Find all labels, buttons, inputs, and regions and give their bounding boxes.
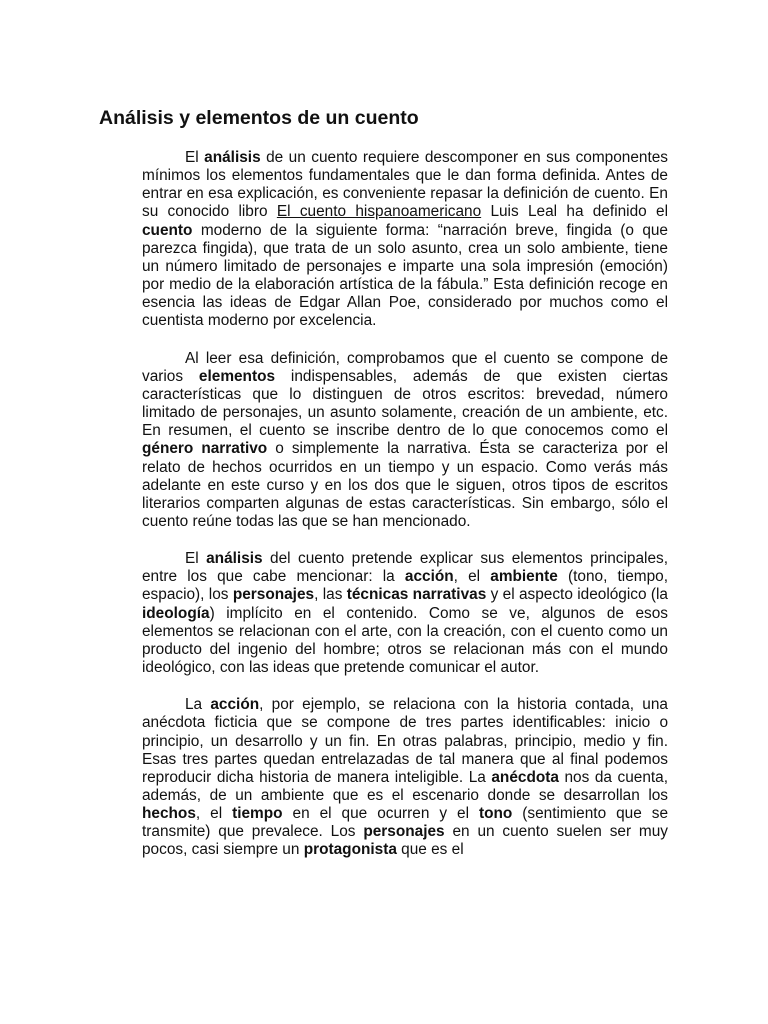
paragraph-3 bbox=[142, 550, 668, 677]
text-run: , las bbox=[314, 586, 347, 604]
bold-term: cuento bbox=[142, 221, 193, 239]
text-run: nos da cuenta, además, de un ambiente que es el escenario donde se desarrollan los bbox=[142, 768, 669, 804]
text-run: ) implícito en el contenido. Como se ve, algunos de esos elementos se relacionan con el arte, con la creación, con el cuento como un producto del ingenio del hombre; otros se relacionan más con el mundo ideológico, con las ideas que pretende comunicar el autor. bbox=[142, 604, 668, 677]
paragraph-4 bbox=[142, 696, 668, 859]
bold-term: elementos bbox=[198, 367, 276, 385]
paragraph-1 bbox=[142, 149, 668, 331]
text-run: El bbox=[185, 149, 205, 166]
document-title: Análisis y elementos de un cuento bbox=[99, 107, 419, 129]
bold-term: acción bbox=[210, 696, 260, 714]
book-title: El cuento hispanoamericano bbox=[276, 203, 482, 221]
bold-term: ambiente bbox=[490, 568, 558, 586]
text-run: El bbox=[185, 550, 207, 568]
bold-term: análisis bbox=[206, 550, 263, 568]
text-run: Luis Leal ha definido el bbox=[481, 203, 668, 221]
bold-term: personajes bbox=[363, 823, 445, 841]
bold-term: tono bbox=[478, 805, 513, 823]
text-run: La bbox=[185, 696, 211, 714]
text-run: , por ejemplo, se relaciona con la historia contada, una anécdota ficticia que se compone de tres partes identificables: inicio o principio, un desarrollo y un fin. En otras palabras, principio, medio y fin. Esas tres partes quedan entrelazadas de tal manera que al final podemos reproducir dicha historia de manera inteligible. La bbox=[142, 696, 668, 786]
bold-term: género narrativo bbox=[142, 440, 268, 458]
text-run: en el que ocurren y el bbox=[282, 805, 479, 823]
text-run: , el bbox=[453, 568, 491, 586]
text-run: Al leer esa definición, comprobamos que el cuento se compone de varios bbox=[142, 349, 668, 385]
text-run: (sentimiento que se transmite) que prevalece. Los bbox=[142, 805, 669, 841]
text-run: del cuento pretende explicar sus elementos principales, entre los que cabe mencionar: la bbox=[142, 550, 668, 586]
text-run: en un cuento suelen ser muy pocos, casi siempre un bbox=[142, 823, 668, 859]
text-run: moderno de la siguiente forma: “narración breve, fingida (o que parezca fingida), que trata de un solo asunto, crea un solo ambiente, tiene un número limitado de personajes e imparte una sola impresión (emoción) por medio de la elaboración artística de la fábula.” Esta definición recoge en esencia las ideas de Edgar Allan Poe, considerado por muchos como el cuentista moderno por excelencia. bbox=[142, 221, 668, 330]
bold-term: técnicas narrativas bbox=[346, 586, 487, 604]
text-run: , el bbox=[195, 805, 233, 823]
bold-term: ideología bbox=[142, 604, 210, 622]
document-body bbox=[142, 149, 668, 879]
bold-term: protagonista bbox=[303, 841, 397, 859]
bold-term: anécdota bbox=[491, 768, 559, 786]
bold-term: análisis bbox=[204, 149, 261, 166]
text-run: y el aspecto ideológico (la bbox=[486, 586, 668, 604]
text-run: que es el bbox=[396, 841, 464, 859]
bold-term: hechos bbox=[142, 805, 196, 823]
text-run: de un cuento requiere descomponer en sus componentes mínimos los elementos fundamentales que le dan forma definida. Antes de entrar en esa explicación, es conveniente repasar la definición de cuento. En su conocido libro bbox=[142, 149, 668, 221]
bold-term: tiempo bbox=[232, 805, 283, 823]
text-run: indispensables, además de que existen ciertas características que lo distinguen de otros escritos: brevedad, número limitado de personajes, un asunto solamente, creación de un ambiente, etc. En resumen, el cuento se inscribe dentro de lo que conocemos como el bbox=[142, 367, 668, 440]
paragraph-2 bbox=[142, 350, 668, 532]
bold-term: personajes bbox=[232, 586, 315, 604]
bold-term: acción bbox=[404, 568, 454, 586]
text-run: o simplemente la narrativa. Ésta se caracteriza por el relato de hechos ocurridos en un tiempo y un espacio. Como verás más adelante en este curso y en los dos que le siguen, otros tipos de escritos literarios comparten algunas de estas características. Sin embargo, sólo el cuento reúne todas las que se han mencionado. bbox=[142, 440, 668, 530]
text-run: (tono, tiempo, espacio), los bbox=[142, 568, 668, 604]
